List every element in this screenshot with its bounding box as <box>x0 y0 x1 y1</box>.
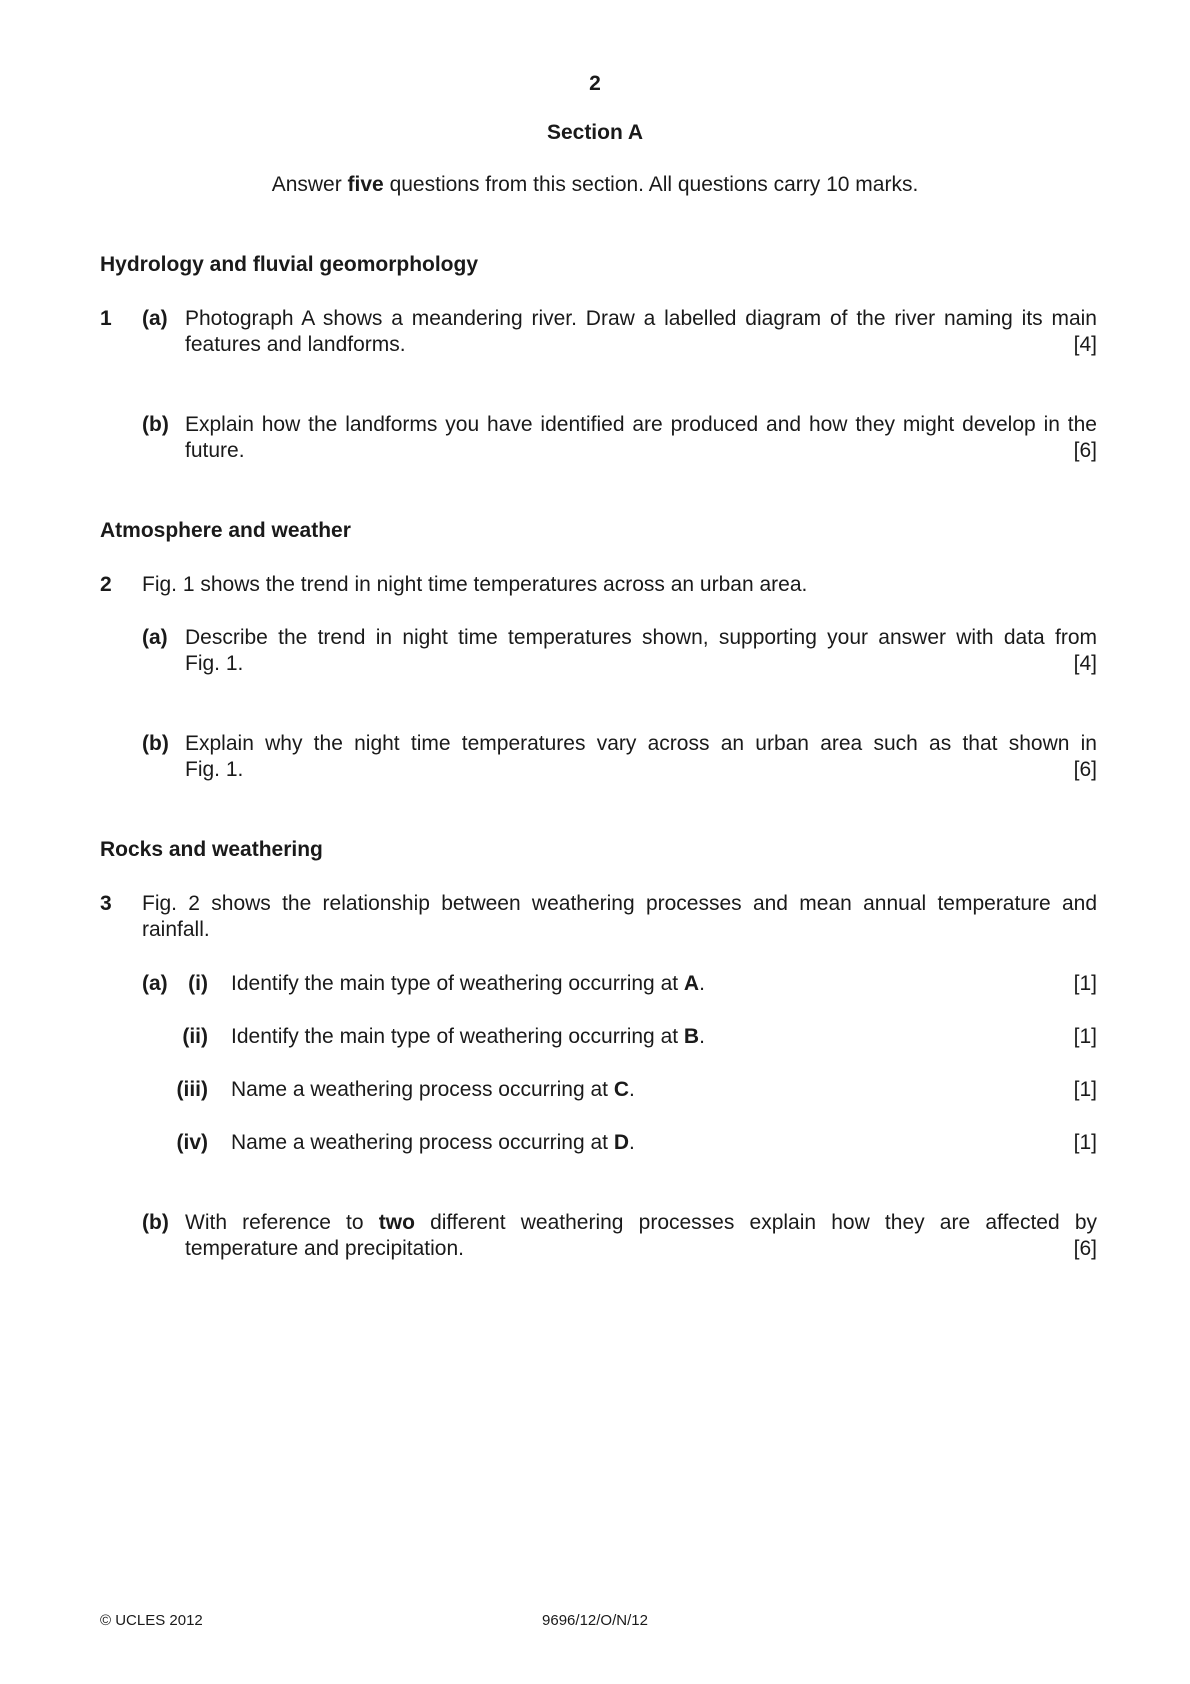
q3b-bold: two <box>378 1211 415 1234</box>
q3a-part-label: (ii) <box>182 1025 208 1048</box>
q2b-text-line1: Explain why the night time temperatures vary across an urban area such as that shown in <box>185 732 1097 755</box>
q3a-part-end: . <box>629 1131 635 1154</box>
q1a-text-line1: Photograph A shows a meandering river. Draw a labelled diagram of the river naming its main <box>185 307 1097 330</box>
q3a-part-marks: [1] <box>1073 1131 1097 1154</box>
q3a-part-label: (iii) <box>176 1078 208 1101</box>
q2a-marks: [4] <box>1073 652 1097 675</box>
q2-stem: Fig. 1 shows the trend in night time temperatures across an urban area. <box>142 573 808 596</box>
q3a-part-label: (i) <box>188 972 208 995</box>
footer-paper-code: 9696/12/O/N/12 <box>542 1612 648 1629</box>
q3a-part-text-main: Name a weathering process occurring at <box>231 1131 614 1154</box>
question-number-1: 1 <box>100 307 112 330</box>
q1b-marks: [6] <box>1073 439 1097 462</box>
q3b-prefix: With reference to <box>185 1211 379 1234</box>
instructions-suffix: questions from this section. All questions carry 10 marks. <box>383 173 919 196</box>
footer-copyright: © UCLES 2012 <box>100 1612 203 1629</box>
q3a-part-marks: [1] <box>1073 972 1097 995</box>
q3a-part-label: (iv) <box>176 1131 208 1154</box>
q3-stem-line2: rainfall. <box>142 918 210 941</box>
q2a-label: (a) <box>142 626 168 649</box>
q3a-part-end: . <box>629 1078 635 1101</box>
q3b-text-line2: temperature and precipitation. <box>185 1237 464 1260</box>
page-number: 2 <box>589 72 601 95</box>
q3a-part-end: . <box>699 1025 705 1048</box>
q3a-part-text-main: Identify the main type of weathering occurring at <box>231 972 684 995</box>
q2b-marks: [6] <box>1073 758 1097 781</box>
q2a-text-line2: Fig. 1. <box>185 652 244 675</box>
q2b-label: (b) <box>142 732 169 755</box>
topic-heading-rocks: Rocks and weathering <box>100 838 323 861</box>
q3b-label: (b) <box>142 1211 169 1234</box>
q3a-part-bold: A <box>683 972 700 995</box>
question-number-2: 2 <box>100 573 112 596</box>
instructions-bold: five <box>347 173 384 196</box>
q3a-part-bold: C <box>613 1078 630 1101</box>
q3a-part-text <box>231 1130 635 1156</box>
q3b-suffix: different weathering processes explain how they are affected by <box>414 1211 1098 1234</box>
q3a-label: (a) <box>142 972 168 995</box>
q3a-part-text <box>231 1077 635 1103</box>
section-title: Section A <box>546 121 644 144</box>
q3a-part-end: . <box>699 972 705 995</box>
topic-heading-hydrology: Hydrology and fluvial geomorphology <box>100 253 479 276</box>
instructions-prefix: Answer <box>271 173 348 196</box>
topic-heading-atmosphere: Atmosphere and weather <box>100 519 351 542</box>
q1b-label: (b) <box>142 413 169 436</box>
q3-stem-line1: Fig. 2 shows the relationship between weathering processes and mean annual temperature and <box>142 892 1097 915</box>
q3a-part-marks: [1] <box>1073 1025 1097 1048</box>
q3a-part-text-main: Identify the main type of weathering occurring at <box>231 1025 684 1048</box>
q3b-marks: [6] <box>1073 1237 1097 1260</box>
q2b-text-line2: Fig. 1. <box>185 758 244 781</box>
q2a-text-line1: Describe the trend in night time temperatures shown, supporting your answer with data from <box>185 626 1097 649</box>
q3a-part-text <box>231 1024 705 1050</box>
q3a-part-marks: [1] <box>1073 1078 1097 1101</box>
q3a-part-bold: B <box>683 1025 700 1048</box>
section-instructions <box>0 172 1190 198</box>
q3b-text-line1 <box>185 1210 1097 1236</box>
q3a-part-text-main: Name a weathering process occurring at <box>231 1078 614 1101</box>
q3a-part-bold: D <box>613 1131 630 1154</box>
q1a-text-line2: features and landforms. <box>185 333 406 356</box>
q3a-part-text <box>231 971 705 997</box>
q1b-text-line1: Explain how the landforms you have identified are produced and how they might develop in the <box>185 413 1097 436</box>
question-number-3: 3 <box>100 892 112 915</box>
q1b-text-line2: future. <box>185 439 245 462</box>
q1a-label: (a) <box>142 307 168 330</box>
q1a-marks: [4] <box>1073 333 1097 356</box>
